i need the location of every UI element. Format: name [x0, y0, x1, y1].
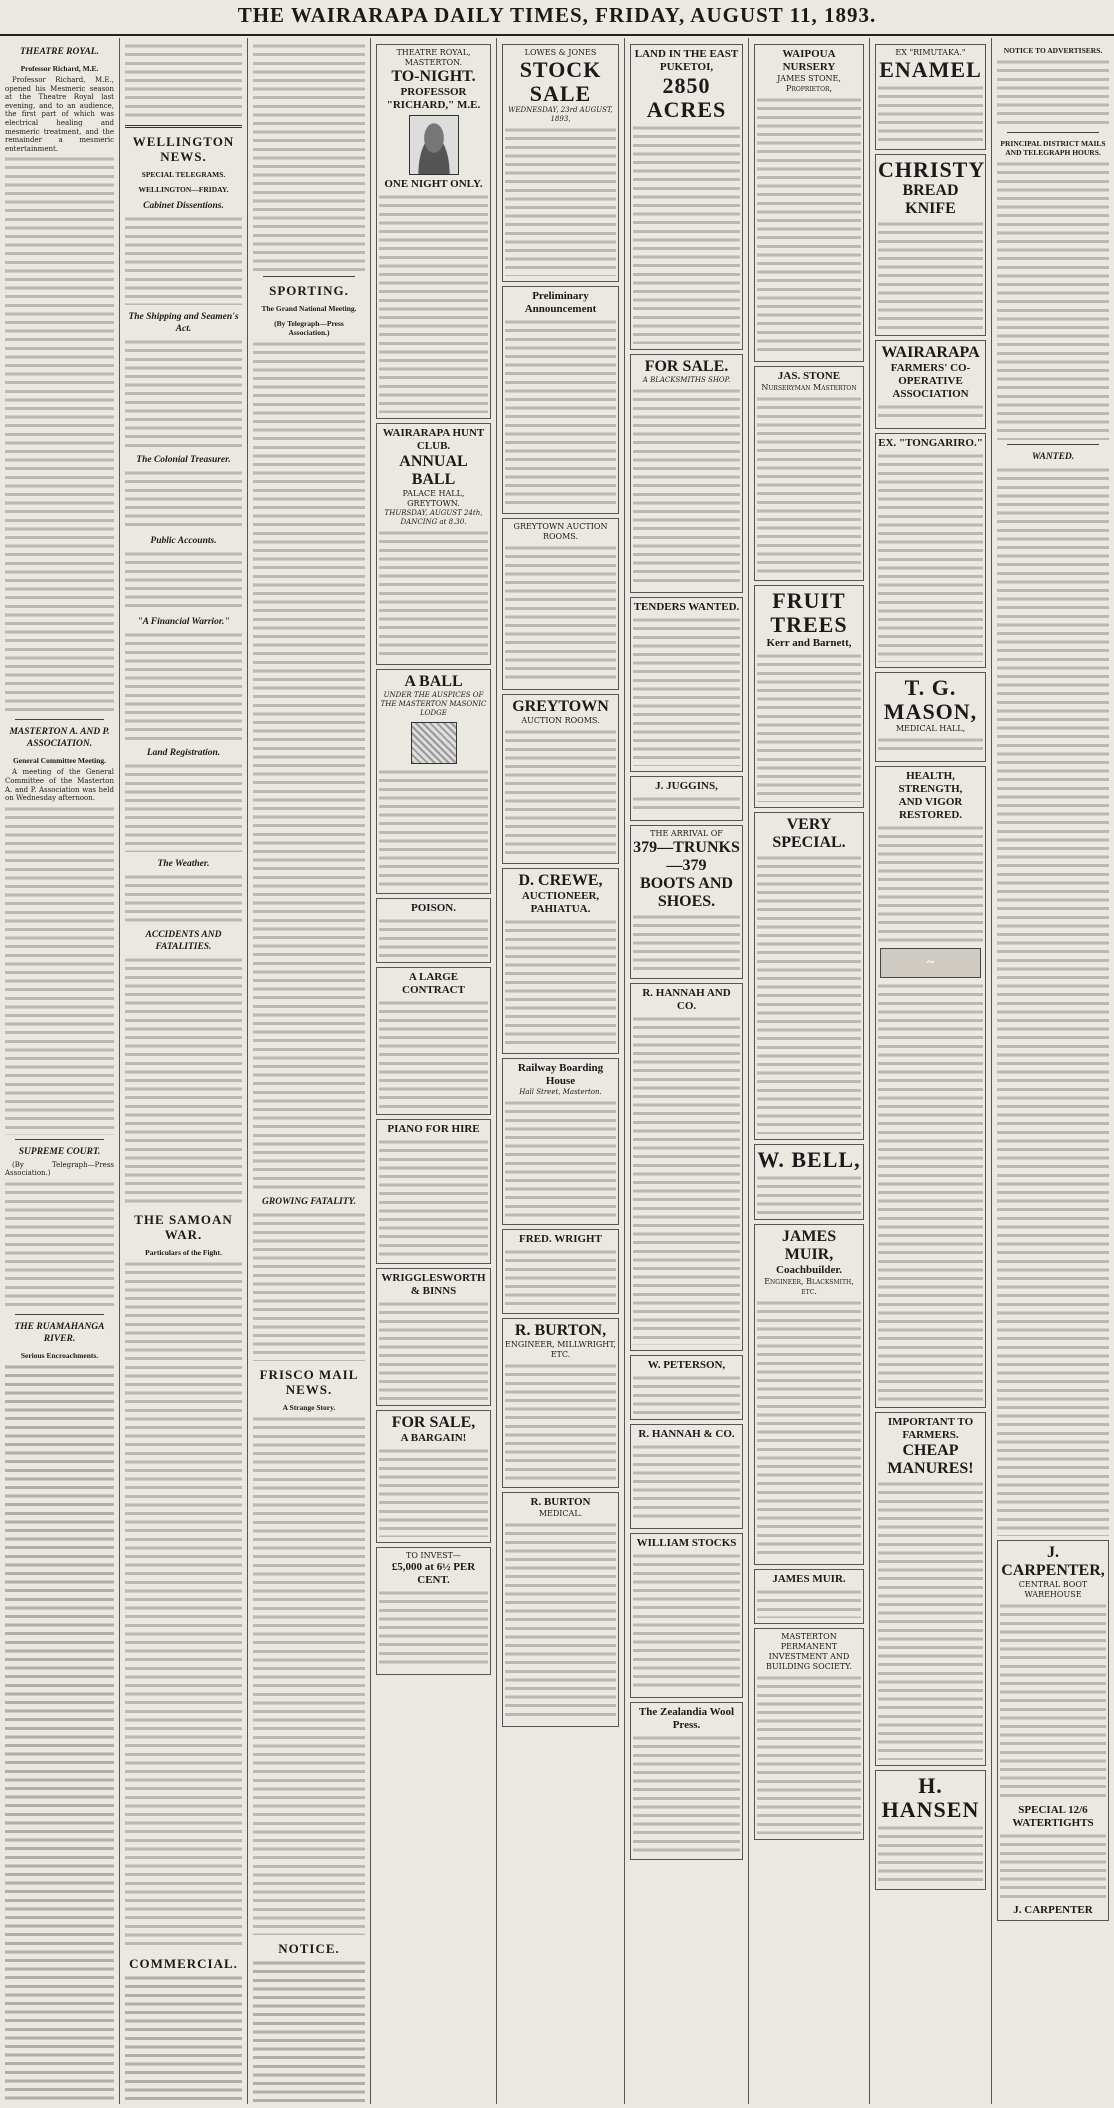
ad-body: [379, 1589, 488, 1669]
ad-title: WILLIAM STOCKS: [636, 1537, 737, 1549]
classified-body: [997, 466, 1109, 1536]
headline-samoan-war: THE SAMOAN WAR.: [134, 1212, 233, 1242]
ad-body: [379, 193, 488, 413]
ad-body: [633, 124, 740, 344]
ad-subtitle: AUCTIONEER, PAHIATUA.: [521, 890, 600, 915]
masthead: THE WAIRARAPA DAILY TIMES, FRIDAY, AUGUST 11, 1893.: [0, 0, 1114, 36]
ad-enamel: [875, 44, 986, 150]
ad-body: [878, 84, 983, 144]
ad-farmers: [875, 1412, 986, 1766]
ad-body: [505, 1362, 616, 1482]
article-body: [5, 1363, 114, 2104]
ad-body: [878, 824, 983, 944]
ad-manures: CHEAP MANURES!: [887, 1442, 974, 1477]
ad-fruit-trees: [754, 585, 864, 808]
ad-title: POISON.: [411, 902, 456, 914]
ad-body: [757, 1174, 861, 1214]
ad-piano: [376, 1119, 491, 1264]
ad-for-sale: [376, 1410, 491, 1543]
ad-burton: [502, 1318, 619, 1488]
ad-firm: Kerr and Barnett,: [766, 637, 852, 649]
ad-body: [379, 1447, 488, 1537]
ad-masonic-ball: [376, 669, 491, 894]
ad-body: [757, 1588, 861, 1618]
ad-hannah: [630, 983, 743, 1351]
article-body: [125, 873, 242, 923]
ad-body: [633, 1443, 740, 1523]
headline-financial-warrior: "A Financial Warrior.": [137, 617, 230, 627]
ad-body: [633, 387, 740, 587]
ad-body: [505, 1521, 616, 1721]
headline-frisco-mail: FRISCO MAIL NEWS.: [259, 1367, 359, 1397]
ad-body: [757, 395, 861, 575]
ad-title: W. BELL,: [757, 1147, 861, 1172]
article-text: Professor Richard, M.E., opened his Mesmeric season at the Theatre Royal last evening, and to an audience, the first part of which was electrical healing and mesmeric treatment, and the remainder a mesmeric entertainment.: [5, 76, 114, 153]
ad-venue: PALACE HALL, GREYTOWN.: [402, 489, 465, 508]
ad-bread-knife: [875, 154, 986, 336]
ad-peterson: [630, 1355, 743, 1420]
ad-body: [633, 1015, 740, 1345]
ad-proprietor: JAMES STONE, Proprietor,: [777, 74, 841, 93]
ad-body: [878, 982, 983, 1402]
divider: [15, 1314, 104, 1315]
headline-cabinet: Cabinet Dissentions.: [143, 201, 224, 211]
portrait-engraving: [409, 115, 459, 175]
headline-mails: PRINCIPAL DISTRICT MAILS AND TELEGRAPH HOURS.: [1000, 139, 1106, 157]
article-body: [125, 631, 242, 741]
ad-title: Preliminary Announcement: [524, 290, 597, 315]
ad-title: GREYTOWN: [512, 698, 609, 715]
ad-ball: A BALL: [404, 673, 463, 690]
column-1: [0, 38, 120, 2104]
ad-professor: PROFESSOR "RICHARD," M.E.: [386, 86, 481, 111]
subhead-encroachments: Serious Encroachments.: [20, 1350, 99, 1360]
ad-title: ENAMEL: [879, 57, 982, 82]
article-body: [253, 42, 365, 272]
ad-boots-shoes: BOOTS AND SHOES.: [640, 875, 733, 910]
ad-mason: [875, 672, 986, 762]
ad-boarding-house: [502, 1058, 619, 1225]
ad-title: The Zealandia Wool Press.: [638, 1706, 735, 1731]
ad-subtitle: ENGINEER, MILLWRIGHT, ETC.: [505, 1340, 616, 1359]
ad-body: [633, 1552, 740, 1692]
signature-engraving: ~: [880, 948, 981, 978]
ad-boots: [630, 825, 743, 979]
headline-weather: The Weather.: [157, 859, 210, 869]
divider: [263, 276, 355, 277]
ad-title: R. BURTON,: [514, 1322, 607, 1339]
ad-tongariro: [875, 433, 986, 668]
ad-muir: [754, 1224, 864, 1565]
ad-title: R. HANNAH & CO.: [638, 1428, 735, 1440]
ad-subtitle: AND VIGOR RESTORED.: [898, 796, 963, 821]
divider: [1007, 132, 1099, 133]
ad-wrigglesworth: [376, 1268, 491, 1406]
article-body: [125, 956, 242, 1206]
ad-stock-sale: [502, 44, 619, 282]
ad-muir-2: [754, 1569, 864, 1624]
dateline: WELLINGTON—FRIDAY.: [138, 185, 229, 194]
ad-stocks: [630, 1533, 743, 1698]
ad-trunks: 379—TRUNKS—379: [633, 839, 740, 874]
article-body: [253, 1211, 365, 1361]
article-body: [5, 805, 114, 1135]
ad-body: [379, 917, 488, 957]
ad-blacksmith: [630, 354, 743, 593]
article-body: [125, 1974, 242, 2104]
headline-growing-fatality: GROWING FATALITY.: [262, 1197, 356, 1207]
ad-title: PIANO FOR HIRE: [387, 1123, 480, 1135]
ad-body: [505, 728, 616, 858]
ad-engineer: Engineer, Blacksmith, etc.: [764, 1277, 854, 1296]
ad-bell: [754, 1144, 864, 1220]
article-body: [5, 1180, 114, 1310]
ad-firm: LOWES & JONES: [524, 48, 597, 57]
ad-title: WRIGGLESWORTH & BINNS: [381, 1272, 486, 1297]
ad-address: Hall Street, Masterton.: [519, 1088, 602, 1096]
ad-greytown: [502, 694, 619, 864]
ad-title: W. PETERSON,: [647, 1359, 726, 1371]
ad-body: [505, 918, 616, 1048]
column-7: [749, 38, 870, 2104]
ad-body: [878, 452, 983, 662]
column-2: [120, 38, 248, 2104]
dateline: (By Telegraph—Press Association.): [274, 319, 344, 337]
ad-title: FRED. WRIGHT: [519, 1233, 602, 1245]
article-body: [125, 338, 242, 448]
divider: [15, 1139, 104, 1140]
article-text: A meeting of the General Committee of the Masterton A. and P. Association was held on Wednesday afternoon.: [5, 768, 114, 803]
ad-preliminary: [502, 286, 619, 514]
ad-title: EX. "TONGARIRO.": [878, 437, 983, 449]
ad-title: R. HANNAH AND CO.: [642, 987, 731, 1012]
ad-body: [633, 913, 740, 973]
ad-body: [757, 1299, 861, 1559]
headline-association: MASTERTON A. AND P. ASSOCIATION.: [9, 727, 110, 750]
subhead-committee: General Committee Meeting.: [12, 756, 107, 766]
ad-title: H. HANSEN: [881, 1773, 980, 1822]
ad-title: FRUIT TREES: [770, 588, 848, 637]
ad-body: [505, 1099, 616, 1219]
ad-title: BREAD KNIFE: [902, 182, 959, 217]
article-body: [125, 762, 242, 852]
article-body: [125, 42, 242, 120]
ad-body: [505, 318, 616, 508]
ad-title: IMPORTANT TO FARMERS.: [887, 1416, 974, 1441]
headline-shipping: The Shipping and Seamen's Act.: [128, 312, 239, 334]
ad-coachbuilder: Coachbuilder.: [776, 1264, 842, 1276]
headline-notice-advertisers: NOTICE TO ADVERTISERS.: [1003, 46, 1103, 55]
ad-subtitle: MEDICAL HALL,: [895, 724, 966, 733]
masonic-emblem: [411, 722, 457, 764]
ad-title: J. CARPENTER,: [1001, 1544, 1105, 1579]
ad-subtitle: AUCTION ROOMS.: [521, 716, 600, 725]
headline-commercial: COMMERCIAL.: [129, 1956, 238, 1971]
ad-hansen: [875, 1770, 986, 1890]
ad-body: [379, 768, 488, 888]
ad-body: [757, 652, 861, 802]
ad-body: [633, 795, 740, 815]
ad-signature: J. CARPENTER: [1013, 1904, 1093, 1916]
ad-annual-ball: ANNUAL BALL: [399, 453, 468, 488]
ad-body: [633, 1734, 740, 1854]
subhead-grand-national: The Grand National Meeting.: [261, 304, 357, 313]
divider: [1007, 444, 1099, 445]
ad-body: [757, 1674, 861, 1834]
column-4: [371, 38, 497, 2104]
ad-body: [633, 616, 740, 766]
ad-title: WAIPOUA NURSERY: [782, 48, 836, 73]
article-body: [253, 340, 365, 1190]
ad-body: [878, 220, 983, 330]
headline-accidents: ACCIDENTS AND FATALITIES.: [145, 930, 222, 952]
ad-invest: [376, 1547, 491, 1675]
divider: [15, 719, 104, 720]
ad-title: MASTERTON PERMANENT INVESTMENT AND BUILDING SOCIETY.: [766, 1632, 852, 1671]
headline-theatre-royal: THEATRE ROYAL.: [19, 47, 99, 57]
ad-title: LAND IN THE EAST PUKETOI,: [634, 48, 739, 73]
ad-body: [379, 1300, 488, 1400]
ad-auction-rooms: [502, 518, 619, 690]
ad-title: FOR SALE,: [391, 1414, 476, 1431]
ad-crewe: [502, 868, 619, 1054]
article-body: [253, 1415, 365, 1935]
ad-farmers-coop: [875, 340, 986, 429]
subhead-fight: Particulars of the Fight.: [145, 1248, 222, 1257]
ad-title: J. JUGGINS,: [655, 780, 718, 792]
ad-body: [505, 1248, 616, 1308]
ad-title: Railway Boarding House: [517, 1062, 604, 1087]
headline-wellington-news: WELLINGTON NEWS.: [132, 134, 235, 164]
ad-subtitle: Nurseryman Masterton: [761, 383, 857, 392]
ad-jas-stone: [754, 366, 864, 581]
ad-subtitle: A BLACKSMITHS SHOP.: [642, 376, 731, 384]
ad-body: [757, 96, 861, 356]
article-body: [125, 1260, 242, 1950]
ad-amount: £5,000 at 6½ PER CENT.: [391, 1561, 476, 1586]
ad-title: D. CREWE,: [518, 872, 603, 889]
headline-treasurer: The Colonial Treasurer.: [136, 455, 231, 465]
ad-date: THURSDAY, AUGUST 24th, DANCING at 8.30.: [384, 509, 483, 526]
ad-subtitle: CENTRAL BOOT WAREHOUSE: [1018, 1580, 1088, 1599]
column-3: [248, 38, 371, 2104]
ad-one-night: ONE NIGHT ONLY.: [384, 178, 483, 190]
headline-notice: NOTICE.: [278, 1941, 340, 1956]
article-body: [125, 550, 242, 610]
ad-body: [757, 854, 861, 1134]
ad-very-special: [754, 812, 864, 1140]
article-body: [5, 155, 114, 715]
ad-body: [878, 403, 983, 423]
ad-body: [505, 126, 616, 276]
ad-title: VERY SPECIAL.: [772, 816, 846, 851]
ad-land: [630, 44, 743, 350]
ad-ship: EX "RIMUTAKA.": [895, 48, 966, 57]
ad-wool-press: [630, 1702, 743, 1860]
ad-body: [379, 999, 488, 1109]
ad-watertights: SPECIAL 12/6 WATERTIGHTS: [1012, 1804, 1094, 1829]
ad-body: [1000, 1832, 1106, 1902]
column-5: [497, 38, 625, 2104]
ad-title: TENDERS WANTED.: [633, 601, 740, 613]
ad-title: A LARGE CONTRACT: [402, 971, 465, 996]
ad-body: [379, 529, 488, 659]
ad-title: JAMES MUIR.: [772, 1573, 846, 1585]
ad-body: [379, 1138, 488, 1258]
ad-title: WAIRARAPA: [881, 344, 980, 361]
ad-title: T. G. MASON,: [883, 675, 978, 724]
ad-carpenter: [997, 1540, 1109, 1921]
ad-bargain: A BARGAIN!: [400, 1432, 467, 1444]
ad-title: JAS. STONE: [777, 370, 841, 382]
article-body: [253, 1959, 365, 2104]
headline-public-accounts: Public Accounts.: [150, 536, 217, 546]
headline-sporting: SPORTING.: [269, 283, 349, 298]
ad-title: TO INVEST—: [405, 1551, 462, 1560]
ad-nursery: [754, 44, 864, 362]
ad-theatre-royal: [376, 44, 491, 419]
ad-hunt-club: [376, 423, 491, 665]
ad-arrival: THE ARRIVAL OF: [650, 829, 723, 838]
ad-hannah-2: [630, 1424, 743, 1529]
subhead-professor: Professor Richard, M.E.: [20, 64, 99, 73]
headline-river: THE RUAMAHANGA RIVER.: [14, 1321, 105, 1344]
subhead-strange-story: A Strange Story.: [282, 1403, 336, 1412]
ad-christy: CHRISTY: [878, 157, 986, 182]
headline-supreme-court: SUPREME COURT.: [18, 1146, 101, 1157]
ad-body: [878, 1824, 983, 1884]
ad-tonight: TO-NIGHT.: [391, 68, 476, 85]
ad-auspices: UNDER THE AUSPICES OF THE MASTERTON MASONIC LODGE: [380, 691, 487, 717]
ad-contract: [376, 967, 491, 1115]
ad-fred-wright: [502, 1229, 619, 1314]
ad-body: [505, 544, 616, 684]
ad-body: [633, 1374, 740, 1414]
ad-body: [1000, 1602, 1106, 1802]
ad-body: [878, 736, 983, 756]
ad-date: WEDNESDAY, 23rd AUGUST, 1893,: [508, 106, 613, 123]
column-6: [625, 38, 749, 2104]
ad-subtitle: FARMERS' CO-OPERATIVE ASSOCIATION: [890, 362, 971, 400]
ad-acres: 2850 ACRES: [646, 73, 727, 122]
ad-title: JAMES MUIR,: [781, 1228, 837, 1263]
notice-body: [997, 58, 1109, 128]
article-body: [125, 469, 242, 529]
ad-health: [875, 766, 986, 1408]
article-body: [125, 215, 242, 305]
columns: [0, 38, 1114, 2104]
ad-title: R. BURTON: [530, 1496, 591, 1508]
headline-land-registration: Land Registration.: [146, 748, 221, 758]
ad-building-society: [754, 1628, 864, 1840]
ad-body: [878, 1480, 983, 1760]
column-9: [992, 38, 1114, 2104]
divider: [125, 125, 242, 128]
ad-title: HEALTH, STRENGTH,: [898, 770, 963, 795]
ad-medical: [502, 1492, 619, 1727]
ad-title: STOCK SALE: [519, 57, 602, 106]
ad-title: FOR SALE.: [644, 358, 729, 375]
article-text: (By Telegraph—Press Association.): [5, 1160, 114, 1178]
ad-venue: THEATRE ROYAL, MASTERTON.: [396, 48, 471, 67]
ad-subtitle: MEDICAL.: [538, 1509, 583, 1518]
ad-title: WAIRARAPA HUNT CLUB.: [382, 427, 485, 452]
subhead-telegrams: SPECIAL TELEGRAMS.: [141, 170, 226, 179]
mails-body: [997, 160, 1109, 440]
column-8: [870, 38, 992, 2104]
ad-title: GREYTOWN AUCTION ROOMS.: [513, 522, 608, 541]
ad-tenders: [630, 597, 743, 772]
ad-juggins: [630, 776, 743, 821]
ad-poison: [376, 898, 491, 963]
headline-wanted: WANTED.: [1031, 452, 1075, 462]
